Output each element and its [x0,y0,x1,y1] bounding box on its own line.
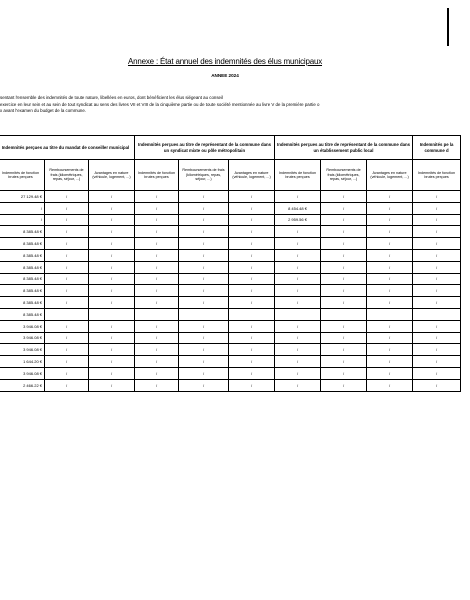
group-header-conseiller: Indemnités perçues au titre du mandat de conseiller municipal [0,136,135,160]
table-cell: / [89,238,135,250]
table-cell: / [321,344,367,356]
table-cell: / [229,367,275,379]
table-cell: / [413,273,461,285]
table-cell: 8 454.48 € [275,202,321,214]
table-cell: / [275,226,321,238]
table-cell: / [229,356,275,368]
table-cell: 3 946.08 € [0,332,45,344]
table-cell: / [367,191,413,203]
table-cell: / [229,261,275,273]
table-cell: / [89,297,135,309]
group-header-row [0,136,461,160]
table-cell [179,308,229,320]
table-cell: / [179,356,229,368]
table-cell: / [89,261,135,273]
table-cell: / [367,332,413,344]
table-row [0,226,461,238]
table-cell: / [367,249,413,261]
table-cell: / [89,191,135,203]
table-cell: / [275,297,321,309]
table-cell: / [135,367,179,379]
table-cell: / [89,332,135,344]
table-cell: / [321,320,367,332]
table-row [0,238,461,250]
table-cell: 2 959.56 € [275,214,321,226]
table-cell: 8 385.48 € [0,273,45,285]
table-row [0,273,461,285]
table-cell: / [45,238,89,250]
table-cell: / [179,202,229,214]
indemnities-table [0,135,461,392]
table-cell: 2 466.22 € [0,379,45,391]
table-cell: / [321,191,367,203]
table-cell: / [45,214,89,226]
table-row [0,356,461,368]
table-cell: / [367,202,413,214]
table-cell: / [179,379,229,391]
table-cell: / [135,226,179,238]
table-cell: / [179,344,229,356]
table-cell: / [0,214,45,226]
table-cell: 8 385.48 € [0,285,45,297]
table-cell: / [135,356,179,368]
table-cell: / [89,226,135,238]
table-cell: / [413,320,461,332]
table-cell: / [367,344,413,356]
table-cell: / [135,320,179,332]
table-cell: / [89,320,135,332]
group-header-partial: Indemnités pe la commune d [413,136,461,160]
table-cell: / [275,191,321,203]
table-cell: / [179,285,229,297]
table-cell: / [179,214,229,226]
intro-line: exercice en leur sein et au sein de tout syndicat au sens des livres VII et VIII de la cinquième partie ou de toute société mentionnée au livre V de la première partie o [0,101,320,107]
table-cell: / [135,273,179,285]
table-cell: 3 946.08 € [0,344,45,356]
sub-header: Remboursements de frais (kilométriques, repas, séjour, ...) [179,160,229,191]
table-row [0,202,461,214]
table-cell: / [229,332,275,344]
intro-line: x avant l'examen du budget de la commune. [0,108,87,113]
page-corner-mark [447,8,449,46]
table-cell: / [45,249,89,261]
table-row [0,191,461,203]
table-cell: / [321,226,367,238]
table-cell: / [413,226,461,238]
table-cell: / [367,356,413,368]
intro-line: sentant l'ensemble des indemnités de toute nature, libellées en euros, dont bénéficient les élus siégeant au conseil [0,95,223,100]
table-cell: / [135,285,179,297]
table-cell: / [229,297,275,309]
table-cell: / [367,320,413,332]
table-cell: / [135,379,179,391]
table-cell: 8 385.48 € [0,261,45,273]
table-cell [135,308,179,320]
table-cell: 8 385.48 € [0,226,45,238]
table-cell: 8 385.48 € [0,238,45,250]
table-cell [45,308,89,320]
table-cell: / [413,297,461,309]
sub-header: Indemnités de fonction brutes perçues [413,160,461,191]
group-header-etablissement: Indemnités perçues au titre de représentant de la commune dans un établissement public local [275,136,413,160]
table-cell: / [45,226,89,238]
table-cell: / [275,344,321,356]
table-cell [413,308,461,320]
table-cell: / [89,273,135,285]
table-cell: / [321,214,367,226]
table-cell: / [89,379,135,391]
table-cell: / [45,273,89,285]
table-cell: / [413,261,461,273]
table-cell: / [275,379,321,391]
table-cell: / [135,249,179,261]
table-cell: / [321,273,367,285]
table-cell: / [275,356,321,368]
table-body [0,191,461,392]
table-row [0,379,461,391]
table-cell: / [321,261,367,273]
table-cell: 1 644.20 € [0,356,45,368]
table-cell: 3 946.08 € [0,367,45,379]
table-cell: 8 385.48 € [0,308,45,320]
table-cell: / [179,332,229,344]
table-cell: / [321,249,367,261]
table-cell: / [367,261,413,273]
document-title: Annexe : État annuel des indemnités des élus municipaux [127,57,323,66]
table-cell: / [179,367,229,379]
table-cell: / [229,214,275,226]
table-cell: / [45,285,89,297]
table-cell: / [229,344,275,356]
table-cell: / [275,367,321,379]
table-cell: / [45,202,89,214]
table-cell: / [89,344,135,356]
table-cell: / [275,332,321,344]
table-cell: / [45,320,89,332]
table-row [0,249,461,261]
table-cell: / [89,202,135,214]
table-cell: 8 385.48 € [0,249,45,261]
table-cell: / [89,285,135,297]
table-row [0,320,461,332]
table-cell: / [45,191,89,203]
sub-header-row [0,160,461,191]
table-cell: / [135,202,179,214]
table-cell: / [275,238,321,250]
table-cell: / [179,261,229,273]
table-cell: / [45,367,89,379]
table-cell: / [135,214,179,226]
table-cell: / [179,297,229,309]
table-cell: / [367,379,413,391]
table-cell: / [179,191,229,203]
table-cell: / [275,320,321,332]
table-cell: / [135,191,179,203]
table-cell: / [321,379,367,391]
table-cell: / [135,297,179,309]
table-cell: / [321,356,367,368]
table-cell: / [367,226,413,238]
table-row [0,344,461,356]
intro-text [0,95,470,115]
table-cell: / [367,367,413,379]
table-cell: / [45,297,89,309]
sub-header: Indemnités de fonction brutes perçues [0,160,45,191]
table-cell [229,308,275,320]
sub-header: Indemnités de fonction brutes perçues [275,160,321,191]
table-row [0,261,461,273]
table-cell: / [413,379,461,391]
sub-header: Remboursements de frais (kilométriques, repas, séjour, ...) [321,160,367,191]
table-cell: / [135,261,179,273]
table-cell: / [45,356,89,368]
table-cell: / [413,356,461,368]
table-cell: / [135,332,179,344]
table-cell: 3 946.08 € [0,320,45,332]
table-cell: / [229,226,275,238]
table-cell: / [229,202,275,214]
table-cell: / [275,285,321,297]
table-cell: / [45,379,89,391]
table-cell: / [135,238,179,250]
table-cell: / [321,238,367,250]
table-cell: / [275,261,321,273]
table-cell: / [179,249,229,261]
table-cell: / [89,214,135,226]
table-cell [367,308,413,320]
table-cell: / [275,249,321,261]
table-cell: / [413,214,461,226]
sub-header: Avantages en nature (véhicule, logement, ...) [89,160,135,191]
table-cell: / [89,249,135,261]
table-cell: / [413,202,461,214]
table-cell [321,308,367,320]
sub-header: Avantages en nature (véhicule, logement, ...) [367,160,413,191]
table-cell: / [413,367,461,379]
table-cell: / [229,273,275,285]
table-row [0,332,461,344]
table-cell: / [89,367,135,379]
table-cell: / [413,249,461,261]
table-cell: / [413,191,461,203]
table-cell [89,308,135,320]
table-cell: / [179,238,229,250]
table-cell: / [367,297,413,309]
group-header-syndicat: Indemnités perçues au titre de représentant de la commune dans un syndicat mixte ou pôle métropolitain [135,136,275,160]
table-cell: / [45,344,89,356]
table-cell: / [321,285,367,297]
table-cell: / [413,332,461,344]
sub-header: Remboursements de frais (kilométriques, repas, séjour, ...) [45,160,89,191]
table-cell: / [413,238,461,250]
table-cell: / [179,320,229,332]
table-cell: / [229,238,275,250]
year-label: ANNEE 2024 [211,73,239,78]
sub-header: Indemnités de fonction brutes perçues [135,160,179,191]
table-cell: / [321,202,367,214]
table-cell: / [321,297,367,309]
table-cell: / [89,356,135,368]
table-cell: / [367,285,413,297]
table-cell: / [0,202,45,214]
table-cell: / [413,285,461,297]
table-cell: / [229,379,275,391]
table-cell: / [275,273,321,285]
table-cell: / [45,332,89,344]
table-row [0,214,461,226]
table-cell: / [179,226,229,238]
table-row [0,367,461,379]
table-cell: / [135,344,179,356]
table-row [0,297,461,309]
table-cell: / [413,344,461,356]
table-cell: 8 385.48 € [0,297,45,309]
table-cell: / [367,214,413,226]
sub-header: Avantages en nature (véhicule, logement, ...) [229,160,275,191]
table-row [0,285,461,297]
table-row [0,308,461,320]
table-cell: / [367,273,413,285]
table-cell: 27 129.48 € [0,191,45,203]
table-cell: / [321,332,367,344]
table-cell: / [321,367,367,379]
table-cell: / [229,285,275,297]
table-cell: / [229,249,275,261]
table-cell: / [179,273,229,285]
table-cell: / [367,238,413,250]
table-cell: / [229,320,275,332]
table-cell: / [229,191,275,203]
table-cell: / [45,261,89,273]
table-cell [275,308,321,320]
